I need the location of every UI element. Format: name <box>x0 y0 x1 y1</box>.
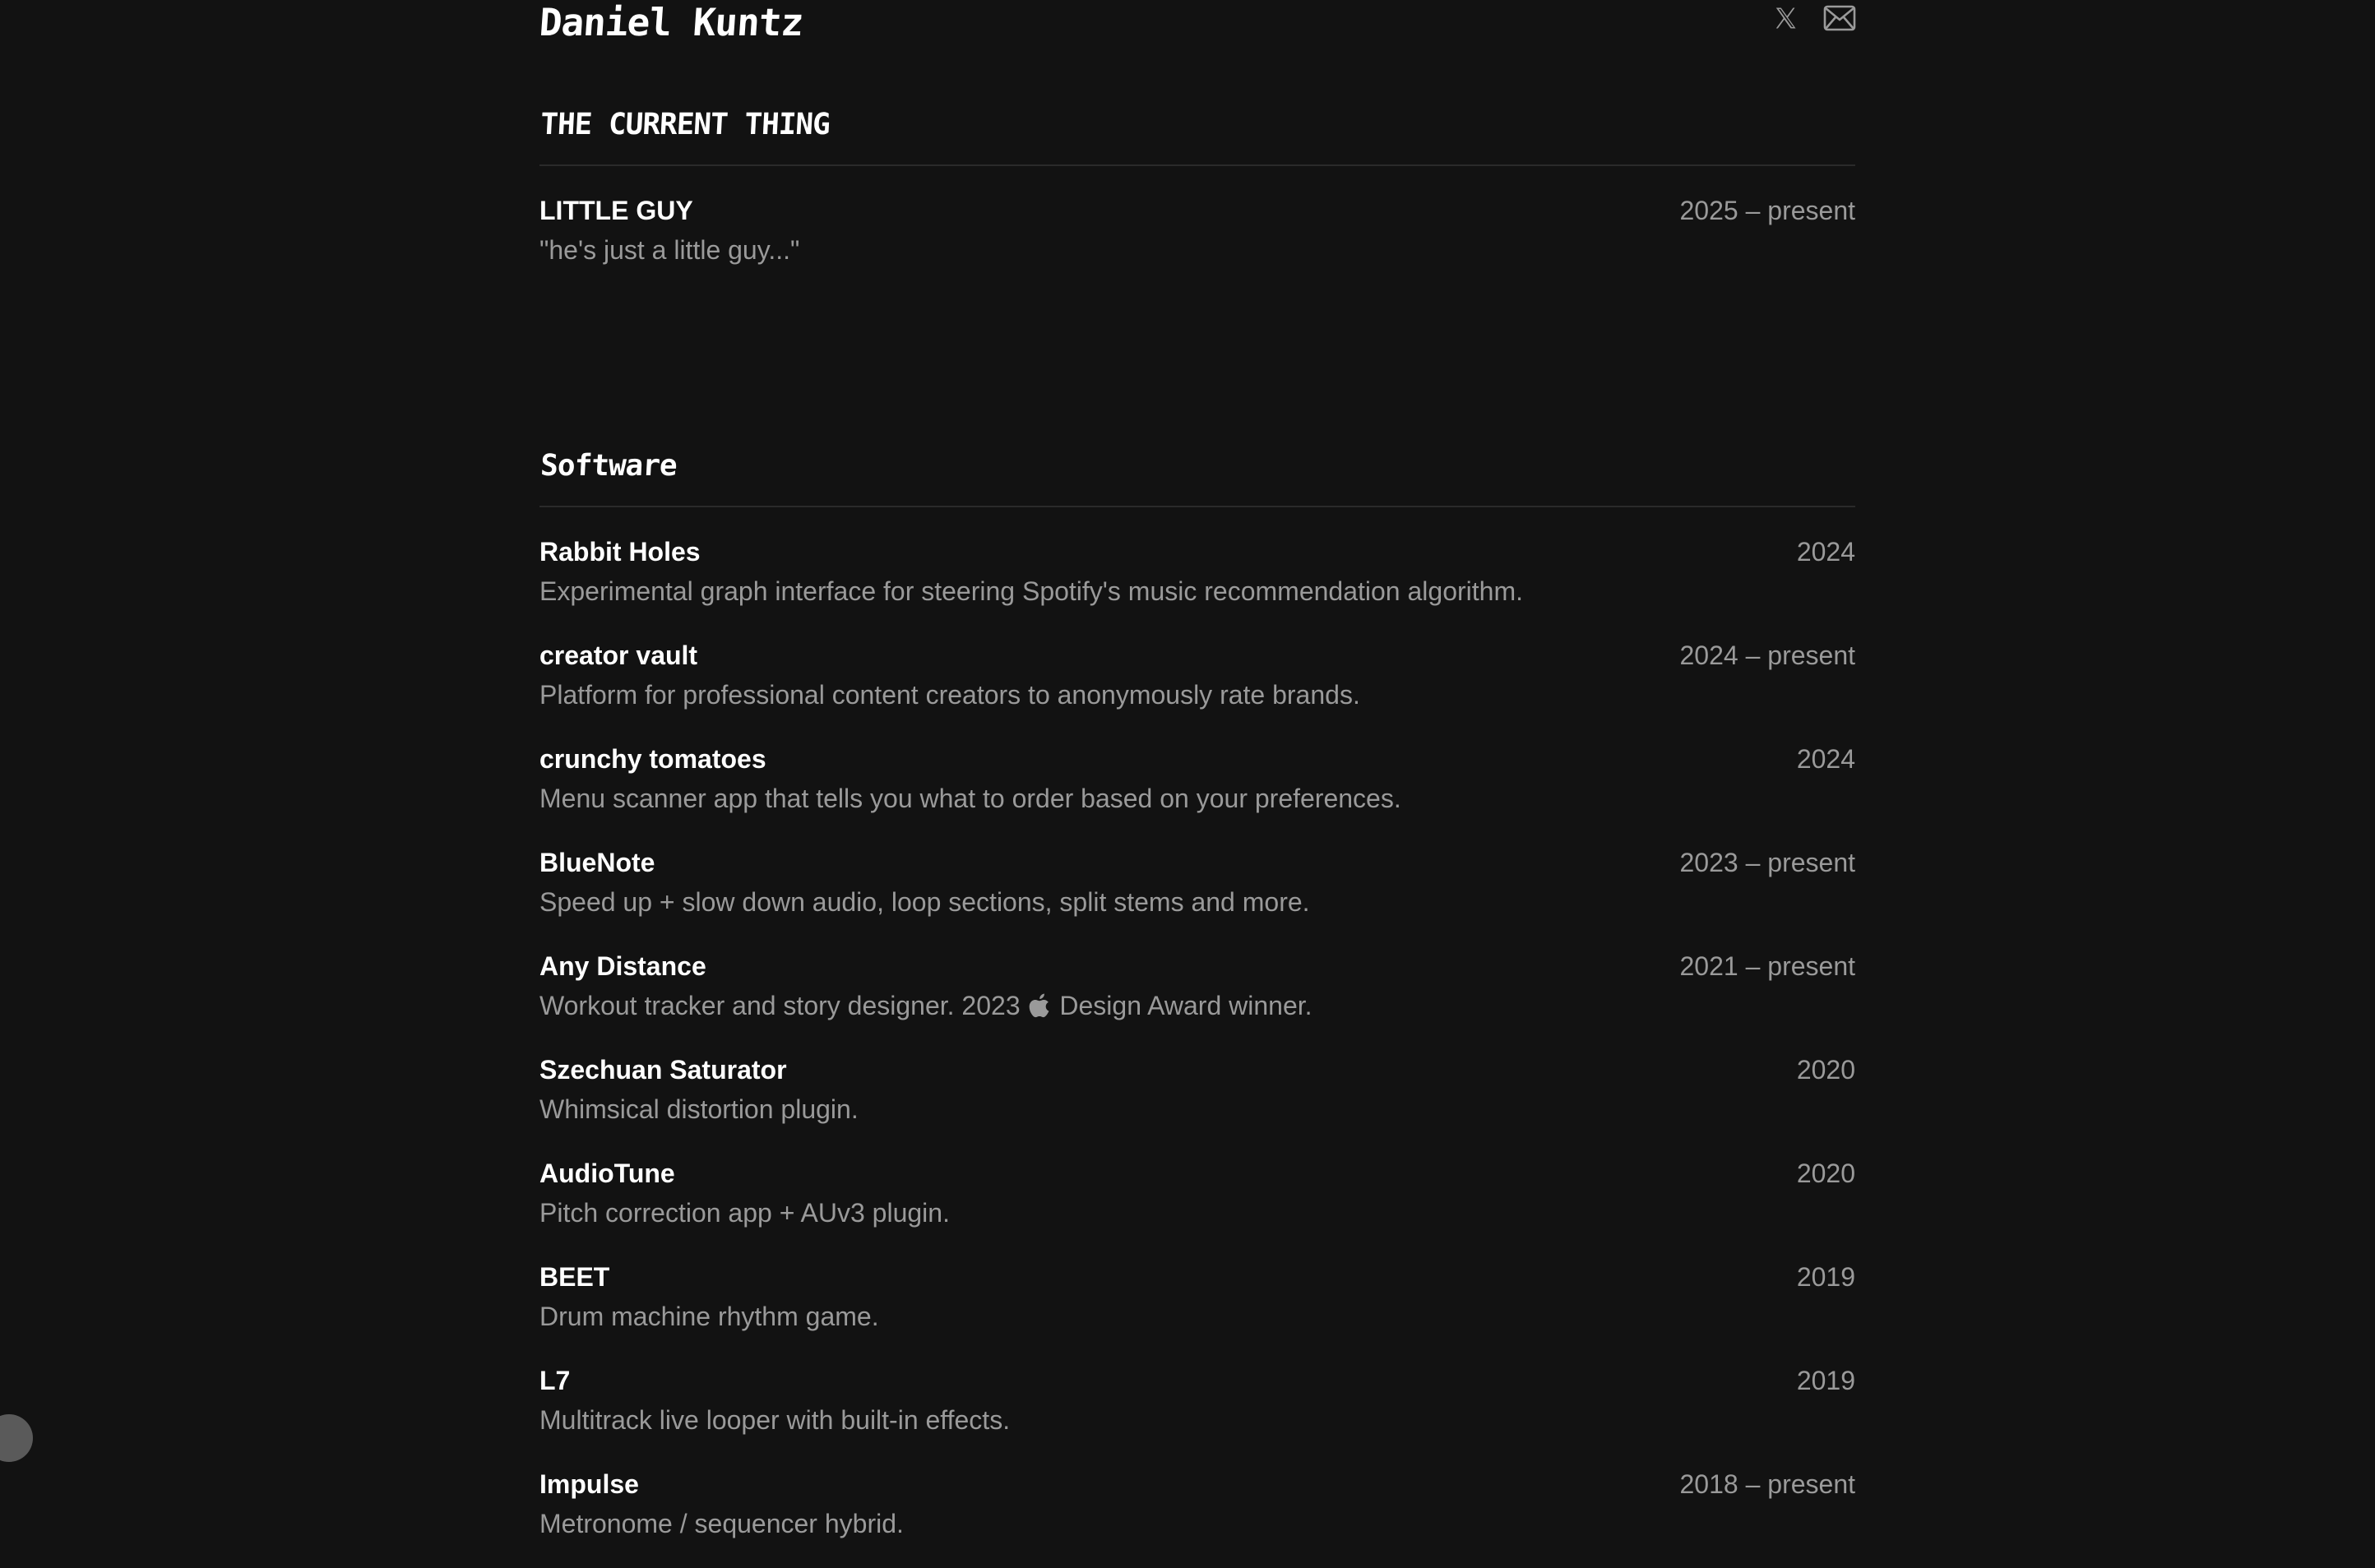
item-description: Platform for professional content creators to anonymously rate brands. <box>539 680 1360 710</box>
item-years: 2019 <box>1796 1366 1855 1395</box>
software-list <box>539 532 1855 1568</box>
item-name[interactable]: L7 <box>539 1366 571 1395</box>
item-description: Speed up + slow down audio, loop sections, split stems and more. <box>539 887 1310 917</box>
item-description-before: Workout tracker and story designer. 2023 <box>539 991 1021 1020</box>
section-title-current: THE CURRENT THING <box>539 108 831 141</box>
list-item[interactable] <box>539 1257 1855 1361</box>
content-column <box>539 0 1855 1568</box>
chat-bubble-button[interactable] <box>0 1414 33 1462</box>
item-description: Experimental graph interface for steering Spotify's music recommendation algorithm. <box>539 576 1523 606</box>
item-description: Drum machine rhythm game. <box>539 1302 879 1331</box>
x-logo-icon <box>1773 6 1798 30</box>
list-item[interactable] <box>539 1154 1855 1257</box>
item-years: 2018 – present <box>1679 1469 1855 1499</box>
mail-link[interactable] <box>1824 2 1855 34</box>
item-years: 2020 <box>1796 1055 1855 1085</box>
section-divider <box>539 164 1855 166</box>
site-title[interactable]: Daniel Kuntz <box>538 0 805 44</box>
list-item[interactable] <box>539 1464 1855 1568</box>
item-name[interactable]: Any Distance <box>539 951 706 981</box>
item-years: 2020 <box>1796 1159 1855 1188</box>
list-item[interactable] <box>539 191 1855 294</box>
item-name[interactable]: crunchy tomatoes <box>539 744 766 774</box>
section-title-software: Software <box>539 449 678 483</box>
social-links <box>1770 0 1855 36</box>
section-divider <box>539 506 1855 507</box>
x-link[interactable] <box>1770 2 1801 34</box>
item-description: Menu scanner app that tells you what to order based on your preferences. <box>539 784 1401 813</box>
site-header <box>539 0 1855 66</box>
list-item[interactable] <box>539 739 1855 843</box>
item-name[interactable]: LITTLE GUY <box>539 196 693 225</box>
item-years: 2024 – present <box>1679 641 1855 670</box>
current-thing-section <box>539 105 1855 446</box>
item-description: "he's just a little guy..." <box>539 235 800 265</box>
item-name[interactable]: AudioTune <box>539 1159 675 1188</box>
apple-logo-icon <box>1030 993 1051 1018</box>
current-list <box>539 191 1855 294</box>
mail-icon <box>1823 4 1856 32</box>
item-name[interactable]: Rabbit Holes <box>539 537 701 567</box>
item-name[interactable]: BEET <box>539 1262 610 1292</box>
item-description <box>539 986 1312 1025</box>
item-years: 2019 <box>1796 1262 1855 1292</box>
item-name[interactable]: Impulse <box>539 1469 639 1499</box>
list-item[interactable] <box>539 946 1855 1050</box>
item-years: 2024 <box>1796 744 1855 774</box>
item-years: 2025 – present <box>1679 196 1855 225</box>
list-item[interactable] <box>539 636 1855 739</box>
item-name[interactable]: creator vault <box>539 641 698 670</box>
item-description: Pitch correction app + AUv3 plugin. <box>539 1198 950 1228</box>
item-years: 2021 – present <box>1679 951 1855 981</box>
list-item[interactable] <box>539 1050 1855 1154</box>
list-item[interactable] <box>539 843 1855 946</box>
item-description: Whimsical distortion plugin. <box>539 1094 859 1124</box>
list-item[interactable] <box>539 532 1855 636</box>
item-description: Metronome / sequencer hybrid. <box>539 1509 904 1538</box>
list-item[interactable] <box>539 1361 1855 1464</box>
item-description: Multitrack live looper with built-in effects. <box>539 1405 1011 1435</box>
software-section <box>539 446 1855 1568</box>
item-description-after: Design Award winner. <box>1059 991 1312 1020</box>
item-years: 2024 <box>1796 537 1855 567</box>
item-name[interactable]: BlueNote <box>539 848 655 877</box>
item-name[interactable]: Szechuan Saturator <box>539 1055 787 1085</box>
item-years: 2023 – present <box>1679 848 1855 877</box>
